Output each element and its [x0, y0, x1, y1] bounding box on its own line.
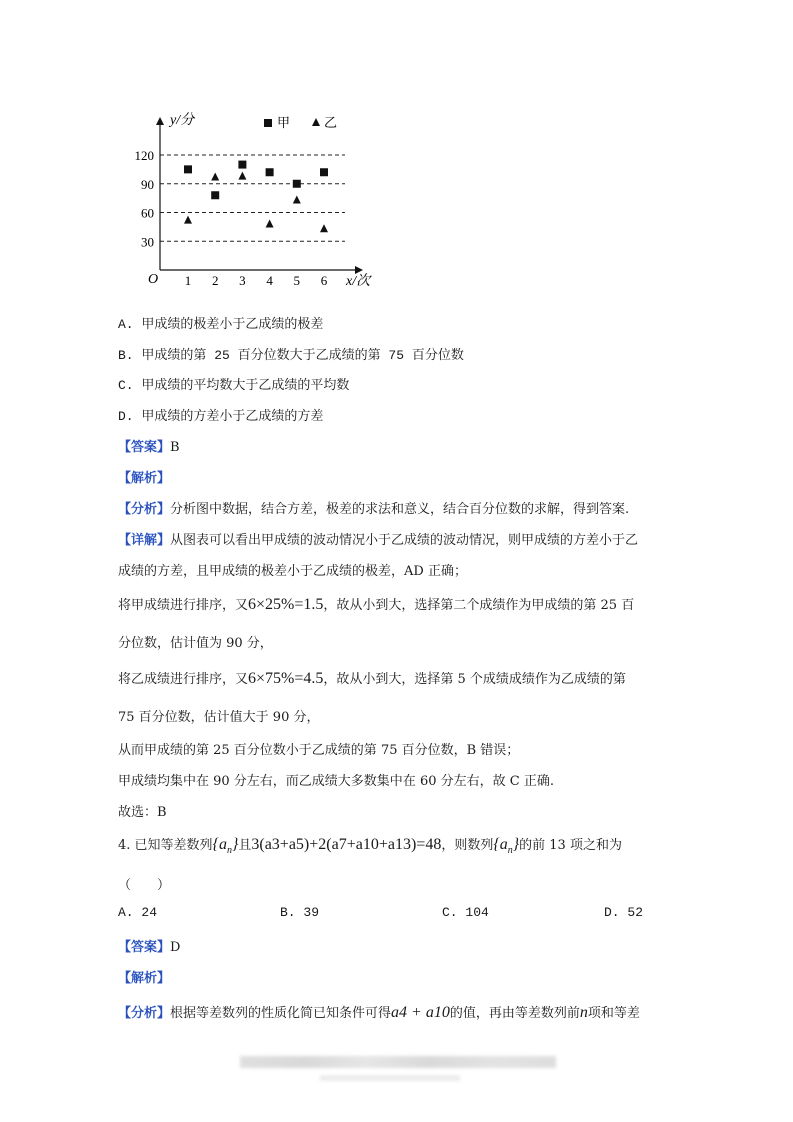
- sort-yi-post: ，故从小到大，选择第 5 个成绩成绩作为乙成绩的第: [323, 672, 626, 687]
- q4-option-b: B. 39: [280, 905, 320, 920]
- point-yi: [211, 173, 219, 181]
- sort-jia-post: ，故从小到大，选择第二个成绩作为甲成绩的第 25 百: [323, 598, 635, 613]
- fenxi-q4-end: 项和等差: [587, 1006, 640, 1021]
- x-tick-label: 4: [266, 273, 273, 288]
- answer-line-q4: [118, 936, 180, 955]
- question-4-paren: （ ）: [118, 878, 171, 893]
- option-c: C. 甲成绩的平均数大于乙成绩的平均数: [118, 378, 350, 393]
- q4-seq: [212, 836, 239, 857]
- q4-seq2-close: }: [512, 836, 520, 853]
- scatter-chart: [130, 105, 410, 290]
- answer-line-q3: [118, 436, 180, 455]
- x-tick-label: 2: [211, 273, 219, 288]
- q4-seq2-sub: n: [507, 845, 513, 857]
- option-a: A. 甲成绩的极差小于乙成绩的极差: [118, 317, 324, 332]
- q4-mid: 且: [238, 838, 252, 853]
- fenxi-q4-pre: 根据等差数列的性质化简已知条件可得: [170, 1006, 392, 1021]
- origin-label: O: [148, 272, 159, 287]
- q4-seq2-open: {a: [493, 836, 508, 853]
- fenxi-line-q3: [118, 498, 629, 517]
- answer-tag: 【答案】: [118, 440, 171, 455]
- scatter-chart-svg: [130, 105, 410, 290]
- fenxi-q4-n: n: [579, 1004, 588, 1021]
- fenxi-q4-post: 的值，再由等差数列前: [449, 1006, 580, 1021]
- x-tick-label: 1: [184, 273, 192, 288]
- q4-option-c: C. 104: [442, 905, 489, 920]
- sort-yi-line: [118, 668, 626, 688]
- point-yi: [266, 220, 274, 228]
- fenxi-q4-formula: a4 + a10: [391, 1004, 450, 1021]
- q4-tail: 的前 13 项之和为: [519, 838, 622, 853]
- sort-jia-pre: 将甲成绩进行排序，又: [118, 598, 249, 613]
- analysis-heading-q4: [118, 967, 170, 986]
- point-jia: [293, 180, 301, 188]
- point-jia: [211, 191, 219, 199]
- watermark-blur-2: [320, 1075, 460, 1081]
- legend-series-jia: 甲: [277, 116, 291, 131]
- q4-post: ，则数列: [441, 838, 494, 853]
- fenxi-line-q4: [118, 1002, 640, 1022]
- fenxi-tag: 【分析】: [118, 502, 171, 517]
- point-jia: [184, 165, 192, 173]
- answer-value: B: [170, 440, 180, 455]
- conclusion-c-line: 甲成绩均集中在 90 分左右，而乙成绩大多数集中在 60 分左右，故 C 正确.: [118, 774, 554, 789]
- x-axis-arrow: [355, 266, 363, 274]
- y-tick-label: 60: [141, 205, 154, 221]
- sort-yi-line-2: 75 百分位数，估计值大于 90 分，: [118, 710, 320, 725]
- point-yi: [293, 196, 301, 204]
- sort-jia-line-2: 分位数，估计值为 90 分，: [118, 636, 273, 651]
- sort-yi-pre: 将乙成绩进行排序，又: [118, 672, 249, 687]
- analysis-heading-q3: [118, 467, 170, 486]
- analysis-tag-q4: 【解析】: [118, 971, 171, 986]
- xiangjie-text-1: 从图表可以看出甲成绩的波动情况小于乙成绩的波动情况，则甲成绩的方差小于乙: [170, 533, 639, 548]
- y-axis-arrow: [156, 117, 164, 125]
- y-axis-label: y/分: [170, 113, 195, 128]
- point-yi: [184, 216, 192, 224]
- y-tick-label: 90: [141, 176, 154, 192]
- y-tick-label: 30: [141, 234, 154, 250]
- point-jia: [238, 161, 246, 169]
- xiangjie-tag: 【详解】: [118, 533, 171, 548]
- x-tick-label: 6: [320, 273, 328, 288]
- point-yi: [238, 172, 246, 180]
- fenxi-tag-q4: 【分析】: [118, 1006, 171, 1021]
- q4-equation: 3(a3+a5)+2(a7+a10+a13)=48: [251, 836, 442, 853]
- choose-line: 故选：B: [118, 805, 167, 820]
- point-jia: [266, 168, 274, 176]
- sort-yi-formula: 6×75%=4.5: [248, 670, 324, 687]
- q4-option-d: D. 52: [604, 905, 644, 920]
- xiangjie-line-1: [118, 529, 638, 548]
- option-d: D. 甲成绩的方差小于乙成绩的方差: [118, 409, 324, 424]
- x-tick-label: 5: [293, 273, 301, 288]
- q4-seq-open: {a: [212, 836, 227, 853]
- x-tick-label: 3: [239, 273, 246, 288]
- legend-triangle-marker: [312, 118, 320, 126]
- conclusion-b-line: 从而甲成绩的第 25 百分位数小于乙成绩的第 75 百分位数，B 错误；: [118, 743, 520, 758]
- question-4-options: [118, 905, 643, 920]
- xiangjie-line-2: 成绩的方差，且甲成绩的极差小于乙成绩的极差，AD 正确；: [118, 564, 467, 579]
- q4-seq-close: }: [231, 836, 239, 853]
- answer-tag-q4: 【答案】: [118, 940, 171, 955]
- q4-seq-sub: n: [226, 845, 232, 857]
- option-b: B. 甲成绩的第 25 百分位数大于乙成绩的第 75 百分位数: [118, 348, 464, 363]
- watermark-blur: [240, 1056, 556, 1068]
- q4-option-a: A. 24: [118, 905, 158, 920]
- point-jia: [320, 168, 328, 176]
- sort-jia-line: [118, 594, 634, 614]
- question-4-stem: [118, 834, 622, 856]
- q4-seq-2: [493, 836, 520, 857]
- analysis-tag: 【解析】: [118, 471, 171, 486]
- point-yi: [320, 224, 328, 232]
- legend-square-marker: [264, 119, 272, 127]
- sort-jia-formula: 6×25%=1.5: [248, 596, 324, 613]
- answer-value-q4: D: [170, 940, 181, 955]
- legend-series-yi: 乙: [324, 116, 338, 131]
- q4-pre: 4. 已知等差数列: [118, 838, 213, 853]
- fenxi-text: 分析图中数据，结合方差，极差的求法和意义，结合百分位数的求解，得到答案.: [170, 502, 630, 517]
- x-axis-label: x/次: [346, 274, 371, 289]
- y-tick-label: 120: [134, 148, 154, 163]
